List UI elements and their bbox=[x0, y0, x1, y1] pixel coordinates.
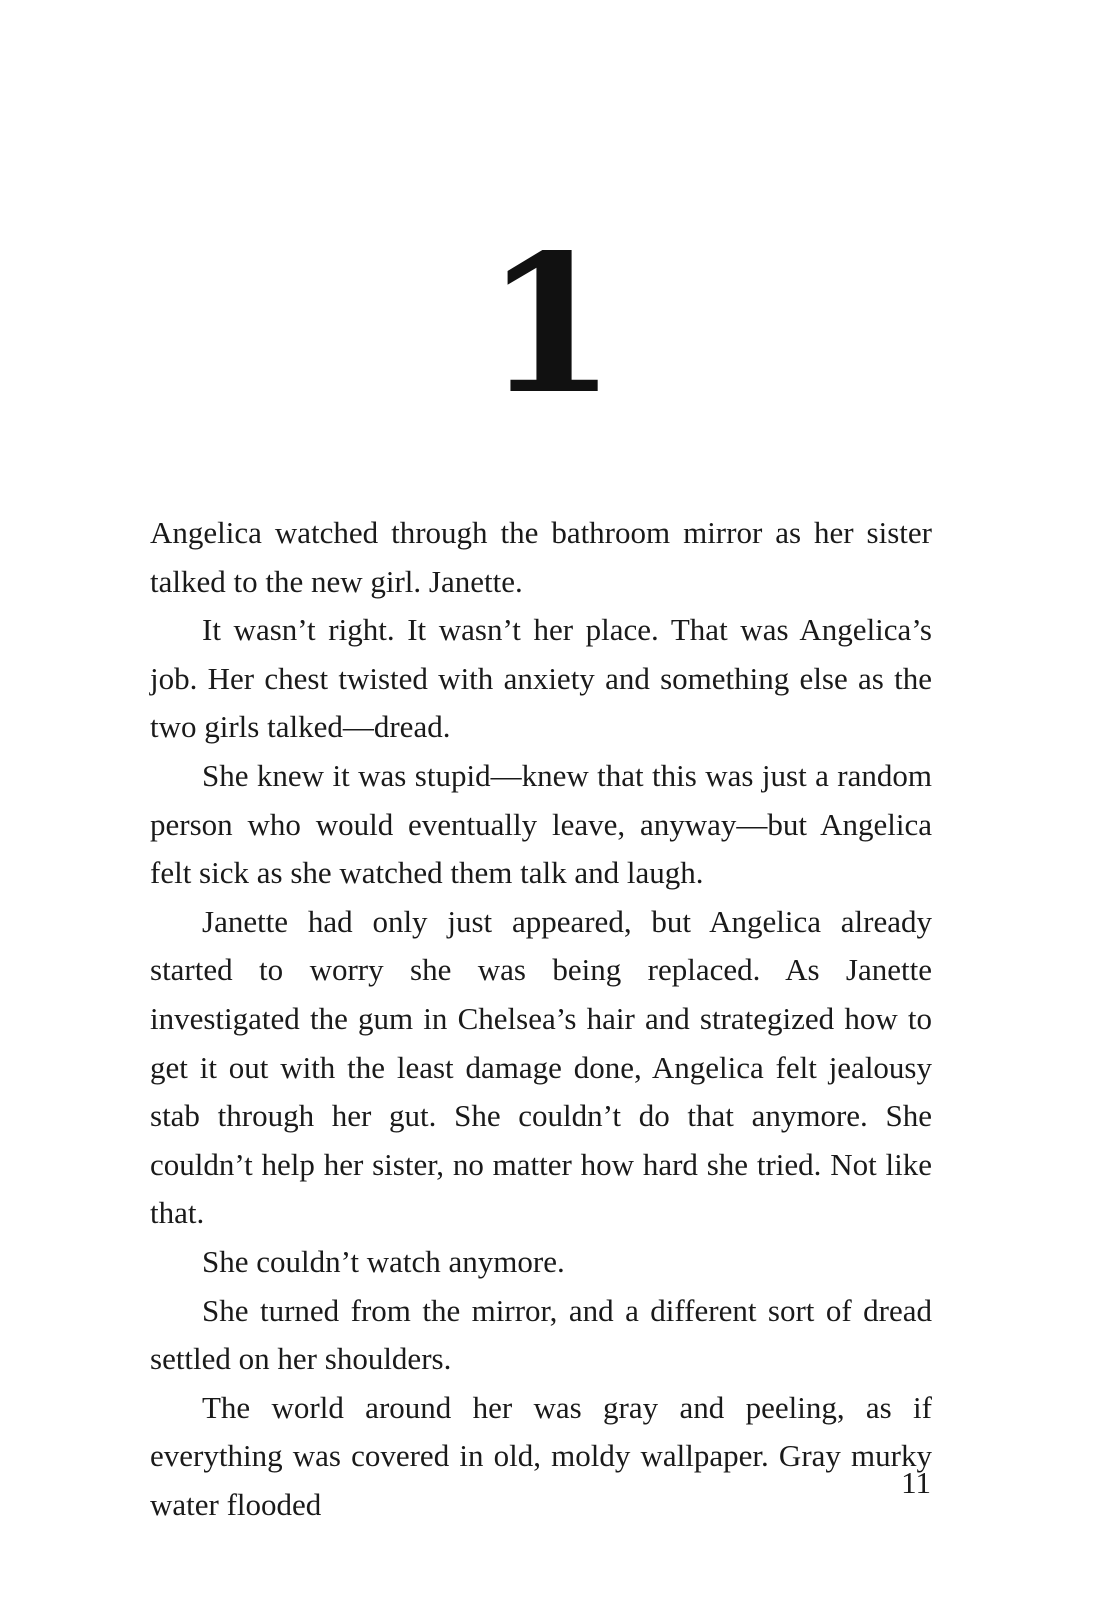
paragraph: It wasn’t right. It wasn’t her place. That was Angelica’s job. Her chest twisted with anxiety and something else as the two girls talked—dread. bbox=[150, 612, 932, 745]
paragraph: Angelica watched through the bathroom mirror as her sister talked to the new girl. Janette. bbox=[150, 515, 932, 599]
paragraph: She turned from the mirror, and a different sort of dread settled on her shoulders. bbox=[150, 1292, 932, 1377]
paragraph: She couldn’t watch anymore. bbox=[202, 1243, 565, 1279]
chapter-number: 1 bbox=[484, 213, 617, 436]
page-number: 11 bbox=[901, 1465, 931, 1500]
body-text bbox=[150, 509, 932, 1529]
paragraph: She knew it was stupid—knew that this was just a random person who would eventually leave, anyway—but Angelica felt sick as she watched them talk and laugh. bbox=[150, 757, 932, 891]
paragraph: The world around her was gray and peeling, as if everything was covered in old, moldy wallpaper. Gray murky water flooded bbox=[150, 1389, 932, 1522]
paragraph: Janette had only just appeared, but Angelica already started to worry she was being replaced. As Janette investigated the gum in Chelsea’s hair and strategized how to get it out with the least damage done, Angelica felt jealousy stab through her gut. She couldn’t do that anymore. She couldn’t help her sister, no matter how hard she tried. Not like that. bbox=[150, 903, 932, 1231]
